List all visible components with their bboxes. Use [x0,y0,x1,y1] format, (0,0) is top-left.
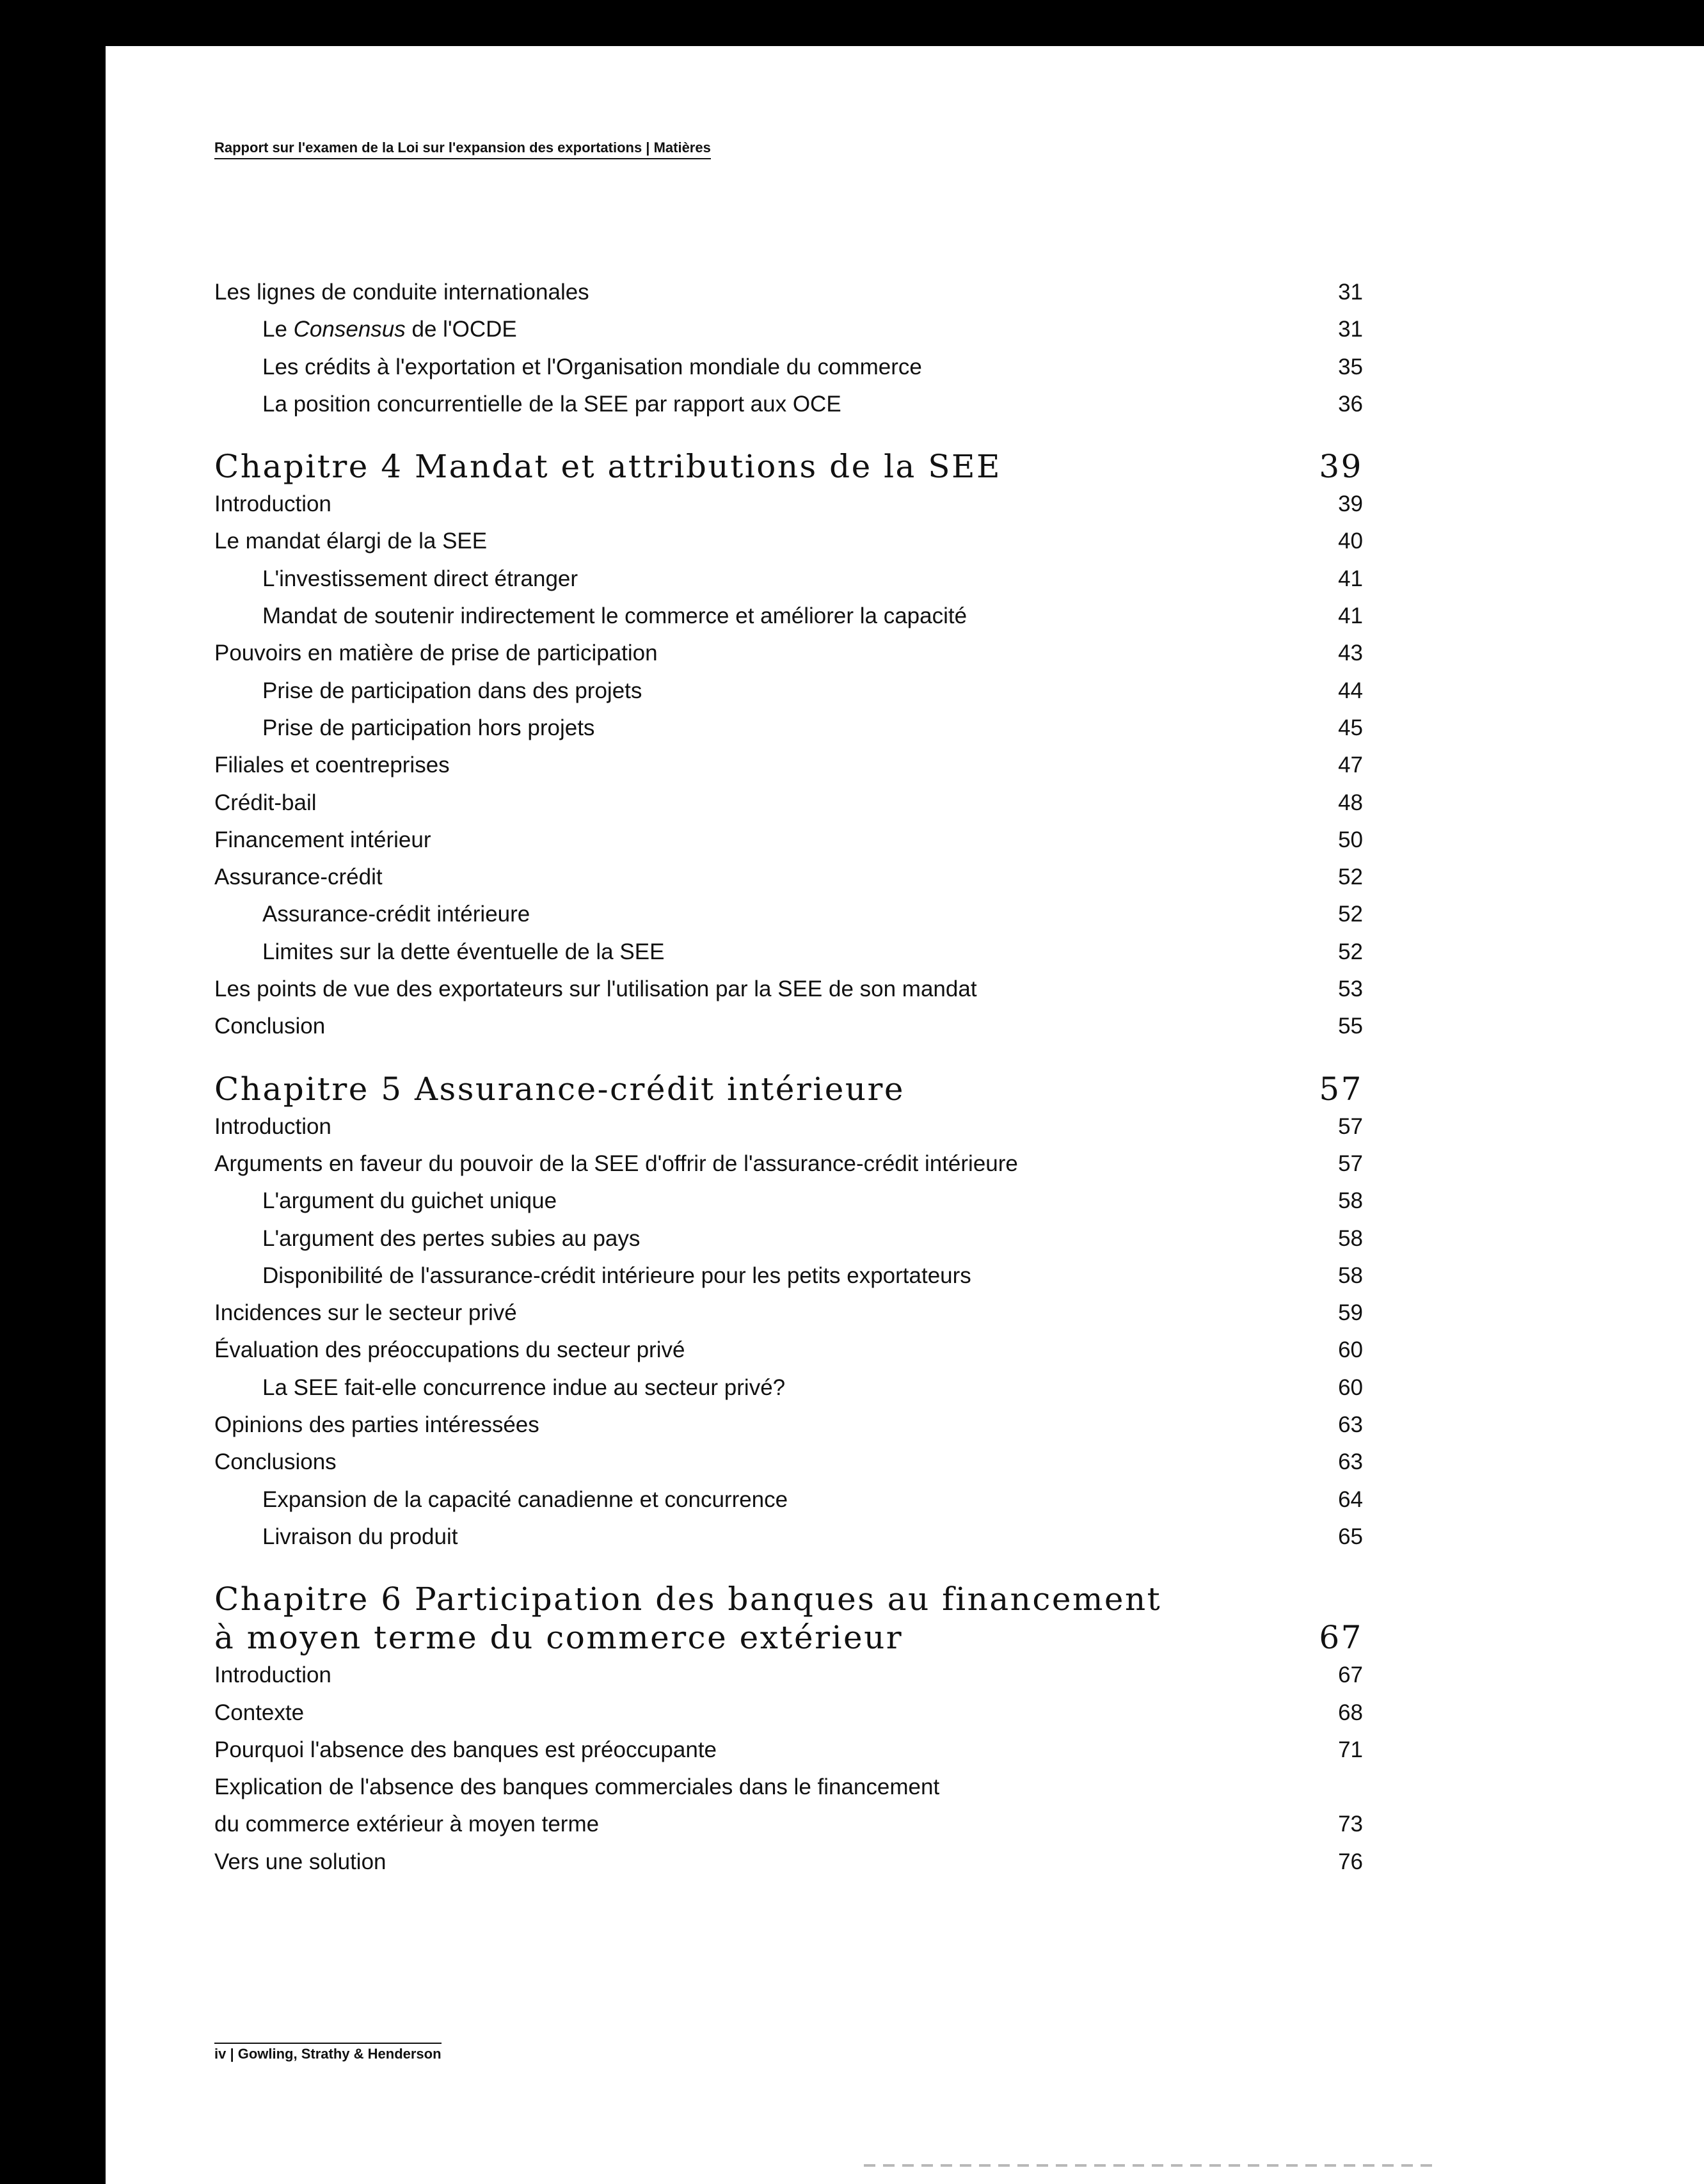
toc-entry-page: 59 [1338,1300,1363,1326]
toc-subentry [214,598,1363,635]
chapter-heading [214,447,1363,486]
toc-entry [214,1806,1363,1843]
toc-entry-page: 71 [1338,1737,1363,1762]
toc-entry [214,1108,1363,1145]
toc-entry [214,1332,1363,1369]
toc-entry-label: Arguments en faveur du pouvoir de la SEE d'offrir de l'assurance-crédit intérieure [214,1151,1018,1176]
chapter-page: 57 [1319,1070,1363,1108]
toc-entry-label: Introduction [214,491,331,517]
toc-entry-page: 57 [1338,1151,1363,1176]
toc-entry-page: 67 [1338,1662,1363,1688]
toc-entry-page: 41 [1338,566,1363,591]
toc-entry-page: 63 [1338,1449,1363,1475]
chapter-title-line-1: Chapitre 6 Participation des banques au financement [214,1581,1162,1618]
toc-entry-label: Explication de l'absence des banques commerciales dans le financement [214,1774,940,1800]
toc-entry [214,1295,1363,1332]
toc-entry-page: 57 [1338,1113,1363,1139]
toc-entry [214,785,1363,822]
toc-entry-page: 60 [1338,1337,1363,1363]
toc-entry-label: Contexte [214,1700,305,1725]
chapter-title: Chapitre 5 Assurance-crédit intérieure [214,1070,905,1108]
toc-entry-label: Expansion de la capacité canadienne et concurrence [262,1487,788,1512]
toc-entry-page: 53 [1338,976,1363,1002]
toc-entry-label: Disponibilité de l'assurance-crédit intérieure pour les petits exportateurs [262,1263,971,1288]
toc-entry-label: Conclusions [214,1449,337,1475]
toc-entry-page: 36 [1338,391,1363,417]
toc-entry-page: 39 [1338,491,1363,517]
table-of-contents [214,274,1363,1881]
toc-entry-label: Conclusion [214,1014,326,1039]
toc-entry-label: Le Consensus de l'OCDE [262,317,517,342]
toc-entry-label: L'argument du guichet unique [262,1188,557,1214]
toc-subentry [214,1220,1363,1257]
toc-entry-label: Limites sur la dette éventuelle de la SEE [262,939,665,964]
toc-entry [214,1145,1363,1183]
toc-entry [214,859,1363,896]
toc-subentry [214,311,1363,348]
toc-subentry [214,934,1363,971]
toc-entry-page: 64 [1338,1487,1363,1512]
toc-entry-label: Vers une solution [214,1849,386,1874]
toc-entry-page: 58 [1338,1263,1363,1288]
toc-entry-page: 44 [1338,678,1363,703]
toc-entry-label: L'investissement direct étranger [262,566,578,591]
toc-entry-label: Assurance-crédit intérieure [262,902,530,927]
toc-entry-label: Le mandat élargi de la SEE [214,529,488,554]
toc-subentry [214,561,1363,598]
chapter-entries [214,1657,1363,1881]
toc-entry [214,1732,1363,1769]
chapter-heading [214,1580,1363,1657]
chapter-page: 39 [1319,448,1363,486]
toc-subentry [214,1257,1363,1295]
toc-entry-page: 58 [1338,1225,1363,1251]
toc-entry [214,1444,1363,1481]
toc-subentry [214,1481,1363,1518]
toc-entry [214,1008,1363,1045]
toc-entry-page: 52 [1338,939,1363,964]
toc-subentry [214,896,1363,933]
toc-subentry [214,1518,1363,1556]
toc-entry-label: Opinions des parties intéressées [214,1412,539,1438]
toc-subentry [214,349,1363,386]
toc-entry-page: 73 [1338,1812,1363,1837]
toc-entry-label: La position concurrentielle de la SEE par rapport aux OCE [262,391,841,417]
running-header: Rapport sur l'examen de la Loi sur l'expansion des exportations | Matières [214,139,711,159]
toc-entry [214,822,1363,859]
toc-entry [214,274,1363,311]
toc-entry-page: 31 [1338,317,1363,342]
toc-subentry [214,710,1363,747]
toc-entry-page: 31 [1338,280,1363,305]
toc-entry-page: 52 [1338,865,1363,890]
toc-entry-page: 63 [1338,1412,1363,1438]
toc-entry-page: 48 [1338,790,1363,815]
toc-entry-page: 65 [1338,1524,1363,1549]
toc-entry-label: Crédit-bail [214,790,317,815]
toc-entry-label: La SEE fait-elle concurrence indue au secteur privé? [262,1375,786,1400]
page-footer: iv | Gowling, Strathy & Henderson [214,2043,442,2062]
toc-entry [214,523,1363,560]
toc-entry-page: 47 [1338,753,1363,778]
toc-entry-page: 43 [1338,641,1363,666]
toc-entry [214,1407,1363,1444]
toc-subentry [214,1369,1363,1407]
toc-entry-label: Financement intérieur [214,827,431,852]
toc-entry [214,1657,1363,1694]
toc-entry [214,1694,1363,1732]
chapter-entries [214,1108,1363,1556]
toc-entry-label: Filiales et coentreprises [214,753,450,778]
toc-entry-label: du commerce extérieur à moyen terme [214,1812,600,1837]
toc-subentry [214,1183,1363,1220]
chapter-title: Chapitre 4 Mandat et attributions de la SEE [214,448,1002,486]
chapter-title-line-2: à moyen terme du commerce extérieur [214,1619,904,1657]
toc-entry-page: 52 [1338,902,1363,927]
toc-entry-label: L'argument des pertes subies au pays [262,1225,641,1251]
toc-entry-label: Introduction [214,1113,331,1139]
toc-entry-label: Pouvoirs en matière de prise de participation [214,641,658,666]
scan-artifact-strip [864,2164,1440,2167]
toc-entry [214,635,1363,672]
chapter-heading [214,1070,1363,1108]
toc-entry-page: 60 [1338,1375,1363,1400]
chapter-page: 67 [1319,1619,1363,1657]
toc-entry [214,747,1363,784]
toc-entry [214,1769,1363,1806]
toc-entry-label: Évaluation des préoccupations du secteur privé [214,1337,685,1363]
toc-entry [214,1844,1363,1881]
toc-entry-label: Les lignes de conduite internationales [214,280,589,305]
toc-entry [214,971,1363,1008]
toc-entry-page: 40 [1338,529,1363,554]
toc-entry-page: 45 [1338,715,1363,740]
toc-entry-page: 68 [1338,1700,1363,1725]
toc-entry-label: Les points de vue des exportateurs sur l'utilisation par la SEE de son mandat [214,976,977,1002]
toc-entry-label: Les crédits à l'exportation et l'Organisation mondiale du commerce [262,354,922,379]
toc-entry-page: 41 [1338,603,1363,629]
toc-entry-label: Livraison du produit [262,1524,458,1549]
toc-entry [214,486,1363,523]
toc-subentry [214,386,1363,423]
toc-entry-page: 50 [1338,827,1363,852]
toc-entry-page: 55 [1338,1014,1363,1039]
toc-entry-page: 76 [1338,1849,1363,1874]
toc-entry-label: Prise de participation hors projets [262,715,595,740]
toc-entry-page: 35 [1338,354,1363,379]
toc-subentry [214,673,1363,710]
chapter-entries [214,486,1363,1045]
toc-entry-label: Incidences sur le secteur privé [214,1300,517,1326]
toc-entry-page: 58 [1338,1188,1363,1214]
toc-entry-label: Assurance-crédit [214,865,383,890]
toc-section-top [214,274,1363,423]
toc-entry-label: Introduction [214,1662,331,1688]
toc-entry-label: Pourquoi l'absence des banques est préoccupante [214,1737,717,1762]
toc-entry-label: Mandat de soutenir indirectement le commerce et améliorer la capacité [262,603,967,629]
toc-entry-label: Prise de participation dans des projets [262,678,642,703]
